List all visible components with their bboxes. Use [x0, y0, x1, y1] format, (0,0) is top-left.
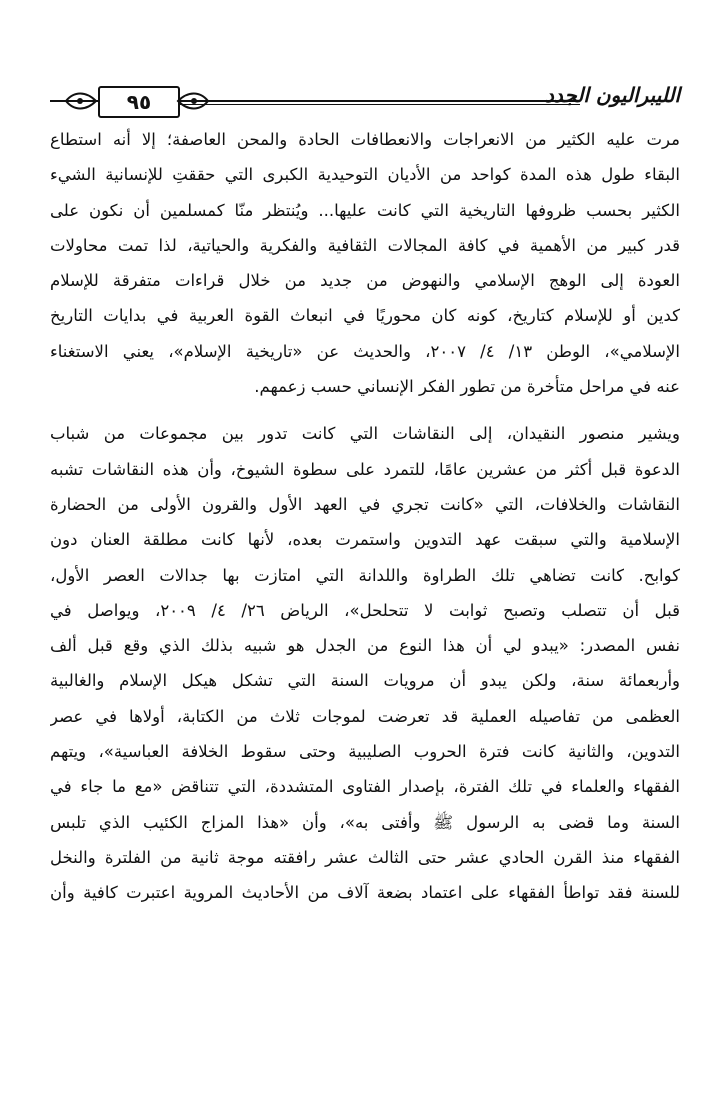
- page-number: ٩٥: [98, 86, 180, 118]
- text-line: قدر كبير من الأهمية في كافة المجالات الثقافية والفكرية والحياتية، لذا تمت محاولات: [50, 235, 680, 255]
- text-line: قبل أن تتصلب وتصبح ثوابت لا تتحلحل»، الرياض ٢٦/ ٤/ ٢٠٠٩، ويواصل في: [50, 600, 680, 620]
- text-line: العظمى من تفاصيله العملية قد تعرضت لموجات ثلاث من الكتابة، أولاها في عصر: [50, 706, 680, 726]
- text-line: كدين أو للإسلام كتاريخ، كونه كان محوريًا في انبعاث القوة العربية في بدايات التاريخ: [50, 306, 680, 326]
- text-line: الكثير بحسب ظروفها التاريخية التي كانت عليها... ويُنتظر منّا كمسلمين أن نكون على: [50, 200, 680, 220]
- text-line: العودة إلى الوهج الإسلامي والنهوض من جديد من خلال قراءات متفرقة للإسلام: [50, 271, 680, 291]
- text-line: عنه في مراحل متأخرة من تطور الفكر الإنساني حسب زعمهم.: [254, 377, 680, 397]
- text-line: ويشير منصور النقيدان، إلى النقاشات التي كانت تدور بين مجموعات من شباب: [50, 424, 680, 444]
- text-line: مرت عليه الكثير من الانعراجات والانعطافات الحادة والمحن العاصفة؛ إلا أنه استطاع: [50, 130, 680, 149]
- text-line: وأربعمائة سنة، ولكن يبدو أن مرويات السنة التي تشكل هيكل الإسلام والغالبية: [50, 671, 680, 691]
- text-line: للسنة فقد تواطأ الفقهاء على اعتماد بضعة آلاف من الأحاديث المروية اعتبرت كافية وأن: [50, 883, 680, 903]
- running-head-title: الليبراليون الجدد: [544, 83, 680, 107]
- text-line: الدعوة قبل أكثر من عشرين عامًا، للتمرد على سطوة الشيوخ، وأن هذه النقاشات تشبه: [50, 459, 680, 479]
- text-line: السنة وما قضى به الرسول ﷺ وأفتى به»، وأن «هذا المزاج الكئيب الذي تلبس: [50, 812, 680, 832]
- paragraph-1: [50, 122, 680, 404]
- text-line: الفقهاء والعلماء في تلك الفترة، بإصدار الفتاوى المتشددة، التي تتناقض «مع ما جاء في: [50, 777, 680, 797]
- text-line: النقاشات والخلافات، التي «كانت تجري في العهد الأول والقرون الأولى من الحضارة: [50, 494, 680, 514]
- body-text: [50, 122, 680, 911]
- header-rule-thin: [180, 104, 580, 105]
- page-header: [50, 82, 680, 120]
- ornament-left-icon: [56, 88, 98, 114]
- text-line: الإسلامية والتي سبقت عهد التدوين واستمرت بعده، لأنها كانت مطلقة العنان دون: [50, 530, 680, 550]
- text-line: كوابح. كانت تضاهي تلك الطراوة واللدانة التي امتازت بها جدالات العصر الأول،: [50, 565, 680, 585]
- ornament-right-icon: [176, 88, 218, 114]
- text-line: البقاء طول هذه المدة كواحد من الأديان التوحيدية الكبرى التي حققتِ للإنسانية الشيء: [50, 165, 680, 185]
- text-line: نفس المصدر: «يبدو لي أن هذا النوع من الجدل هو شبيه بذلك الذي وقع قبل ألف: [50, 636, 680, 656]
- paragraph-2: [50, 416, 680, 910]
- text-line: الإسلامي»، الوطن ١٣/ ٤/ ٢٠٠٧، والحديث عن «تاريخية الإسلام»، يعني الاستغناء: [50, 341, 680, 361]
- text-line: الفقهاء منذ القرن الحادي عشر حتى الثالث عشر رافقته موجة ثانية من الفلترة والنخل: [50, 847, 680, 867]
- text-line: التدوين، والثانية كانت فترة الحروب الصليبية وحتى سقوط الخلافة العباسية»، ويتهم: [50, 742, 680, 762]
